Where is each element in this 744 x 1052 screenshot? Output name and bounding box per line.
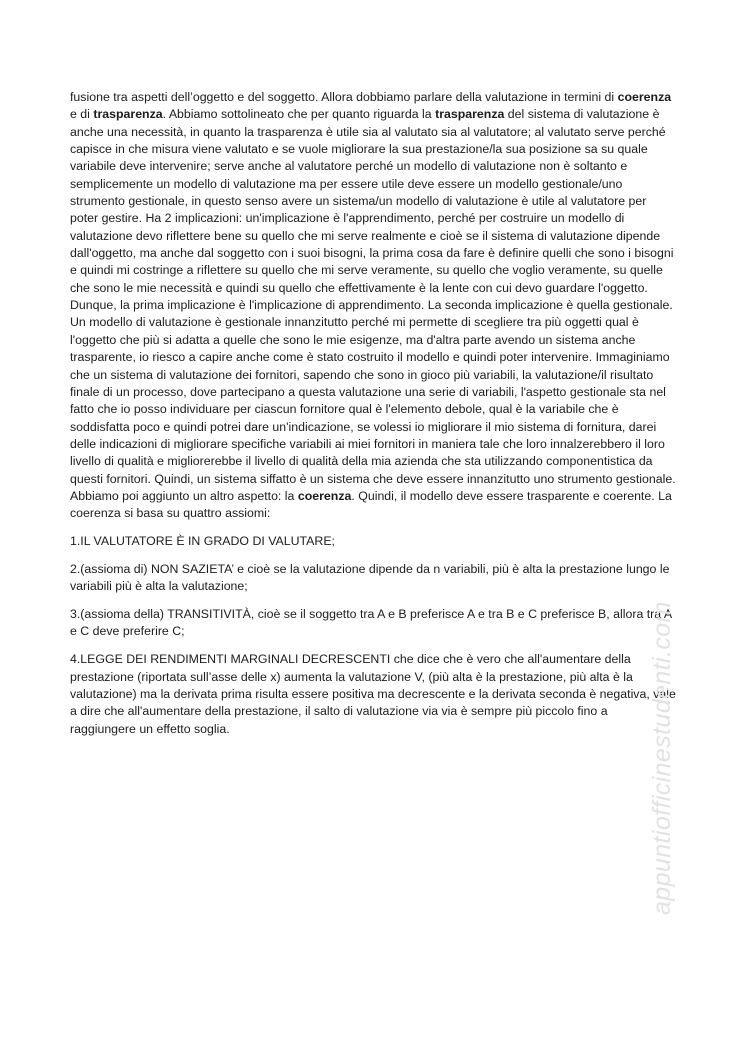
text-run: . Abbiamo sottolineato che per quanto riguarda la (162, 107, 436, 122)
text-run: e di (70, 107, 94, 122)
axiom-item-1: 1.IL VALUTATORE È IN GRADO DI VALUTARE; (70, 534, 335, 549)
text-run: . Quindi, il modello deve essere trasparente e coerente. La coerenza si basa su quattro assiomi: (70, 488, 672, 521)
text-run: fusione tra aspetti dell’oggetto e del soggetto. Allora dobbiamo parlare della valutazione in termini di (70, 90, 618, 104)
body-paragraph (70, 89, 676, 523)
document-body (70, 89, 676, 738)
axiom-item-2: 2.(assioma di) NON SAZIETA’ e cioè se la valutazione dipende da n variabili, più è alta la prestazione lungo le variabili più è alta la valutazione; (70, 561, 670, 594)
keyword-coerenza: coerenza (297, 488, 352, 503)
keyword-trasparenza: trasparenza (93, 107, 163, 122)
keyword-trasparenza: trasparenza (435, 107, 505, 122)
axiom-item-4: 4.LEGGE DEI RENDIMENTI MARGINALI DECRESCENTI che dice che è vero che all'aumentare della prestazione (riportata sull’asse delle x) aumenta la valutazione V, (più alta è la prestazione, più alta è la valutazione) ma la derivata prima risulta essere positiva ma decrescente e la derivata seconda è negativa, vale a dire che all'aumentare della prestazione, il salto di valutazione via via è sempre più piccolo fino a raggiungere un effetto soglia. (70, 652, 676, 736)
axiom-item-3: 3.(assioma della) TRANSITIVITÀ, cioè se il soggetto tra A e B preferisce A e tra B e C preferisce B, allora tra A e C deve preferire C; (70, 607, 672, 639)
watermark: appuntiofficinestudenti.com (648, 601, 676, 915)
text-run: del sistema di valutazione è anche una necessità, in quanto la trasparenza è utile sia al valutato sia al valutatore; al valutato serve perché capisce in che misura viene valutato e se vuole migliorare la sua prestazione/la sua posizione sa su quale variabile deve intervenire; serve anche al valutatore perché un modello di valutazione non è soltanto e semplicemente un modello di valutazione ma per essere utile deve essere un modello gestionale/uno strumento gestionale, in questo senso avere un sistema/un modello di valutazione è utile al valutatore per poter gestire. Ha 2 implicazioni: un'implicazione è l'apprendimento, perché per costruire un modello di valutazione devo riflettere bene su quello che mi serve realmente e cioè se il sistema di valutazione dipende dall'oggetto, ma anche dal soggetto con i suoi bisogni, la prima cosa da fare è definire quelli che sono i bisogni e quindi mi costringe a riflettere su quello che mi serve veramente, su quello che voglio veramente, su quelle che sono le mie necessità e quindi su quello che effettivamente è la lente con cui devo guardare l'oggetto. Dunque, la prima implicazione è l'implicazione di apprendimento. La seconda implicazione è quella gestionale. Un modello di valutazione è gestionale innanzitutto perché mi permette di scegliere tra più oggetti qual è l'oggetto che più si adatta a quelle che sono le mie esigenze, ma d'altra parte avendo un sistema anche trasparente, io riesco a capire anche come è stato costruito il modello e quindi poter intervenire. Immaginiamo che un sistema di valutazione dei fornitori, sapendo che sono in gioco più variabili, la valutazione/il risultato finale di un processo, dove partecipano a questa valutazione una serie di variabili, l'aspetto gestionale sta nel fatto che io posso individuare per ciascun fornitore qual è l'elemento debole, qual è la variabile che è soddisfatta poco e quindi potrei dare un'indicazione, se volessi io migliorare il mio sistema di fornitura, darei delle indicazioni di migliorare specifiche variabili ai miei fornitori in maniera tale che loro innalzerebbero il loro livello di qualità e migliorerebbe il livello di qualità della mia azienda che sta utilizzando componentistica da questi fornitori. Quindi, un sistema siffatto è un sistema che deve essere innanzitutto uno strumento gestionale. Abbiamo poi aggiunto un altro aspetto: la (70, 107, 676, 503)
keyword-coerenza: coerenza (617, 90, 672, 104)
